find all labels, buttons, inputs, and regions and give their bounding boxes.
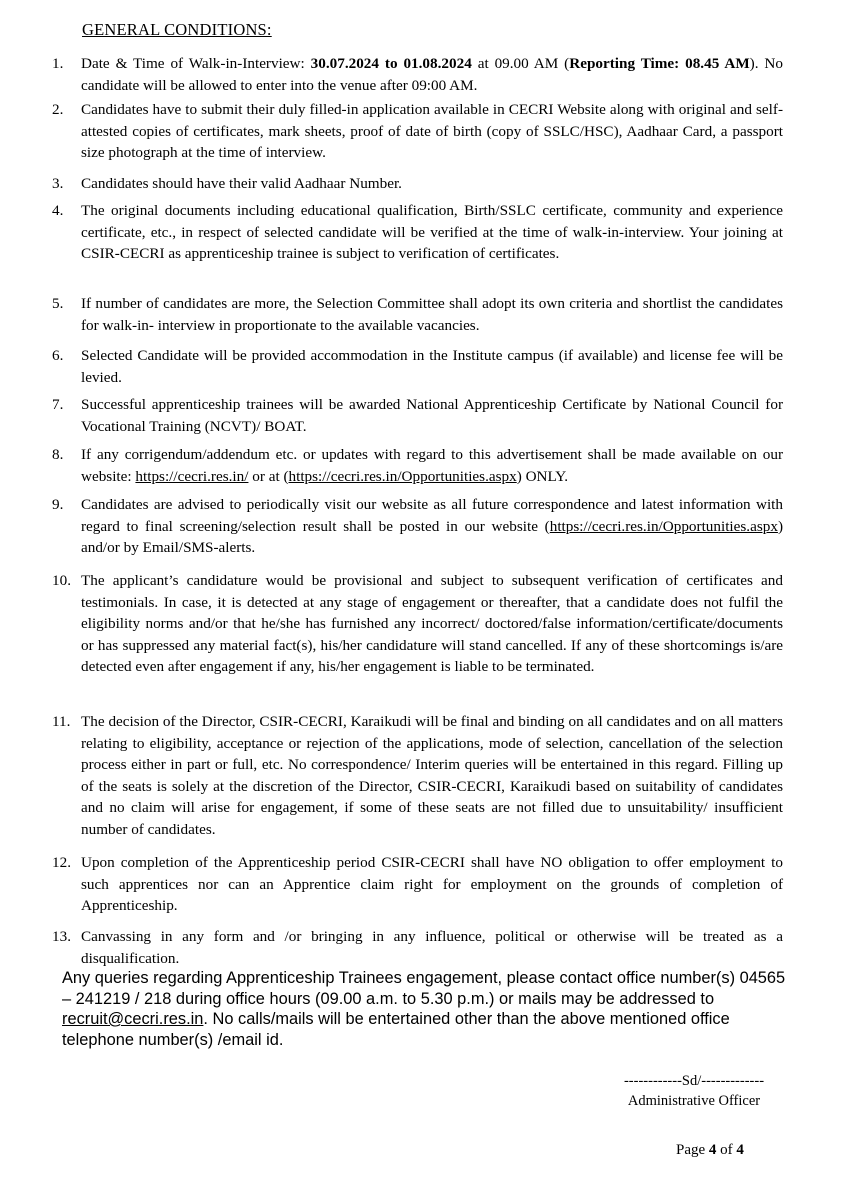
- contact-text: . No calls/mails will be entertained other than the above mentioned office telephone number(s) /email id.: [62, 1010, 730, 1049]
- item-number: 5.: [52, 295, 64, 312]
- total-pages: 4: [736, 1142, 744, 1158]
- item-text: The decision of the Director, CSIR-CECRI, Karaikudi will be final and binding on all candidates and on all matters relating to eligibility, acceptance or rejection of the applications, mode of selection, cancellation of the selection process either in part or full, etc. No correspondence/ Interim queries will be entertained in this regard. Filling up of the seats is solely at the discretion of the Director, CSIR-CECRI, Karaikudi based on suitability of candidates and no claim will arise for engagement, if some of these seats are not filled due to unsuitability/ insufficient number of candidates.: [81, 713, 783, 838]
- opportunities-link[interactable]: https://cecri.res.in/Opportunities.aspx: [549, 517, 778, 535]
- item-number: 6.: [52, 347, 64, 364]
- interview-dates: 30.07.2024 to 01.08.2024: [310, 55, 472, 72]
- opportunities-link[interactable]: https://cecri.res.in/Opportunities.aspx: [288, 467, 517, 485]
- page-number: [676, 1142, 744, 1159]
- item-text: The original documents including educational qualification, Birth/SSLC certificate, community and experience certificate, etc., in respect of selected candidate will be verified at the time of walk-in-interview. Your joining at CSIR-CECRI as apprenticeship trainee is subject to verification of certificates.: [81, 202, 783, 262]
- signature-block: [604, 1071, 784, 1111]
- contact-text: Any queries regarding Apprenticeship Trainees engagement, please contact office number(s) 04565 – 241219 / 218 during office hours (09.00 a.m. to 5.30 p.m.) or mails may be addressed to: [62, 969, 786, 1008]
- item-text-part: Candidates are advised to periodically visit our website as all future correspondence and latest information with regard to final screening/selection result shall be posted in our website (: [81, 496, 783, 535]
- item-text: Selected Candidate will be provided accommodation in the Institute campus (if available) and license fee will be levied.: [81, 347, 783, 386]
- item-text-part: Date & Time of Walk-in-Interview:: [81, 55, 311, 72]
- item-number: 3.: [52, 175, 64, 192]
- email-link[interactable]: recruit@cecri.res.in: [62, 1010, 204, 1028]
- signature-designation: Administrative Officer: [627, 1093, 761, 1109]
- item-text-part: at 09.00 AM (: [471, 55, 570, 72]
- item-text: [81, 444, 783, 487]
- item-text: [81, 494, 783, 559]
- reporting-time: Reporting Time: 08.45 AM: [569, 55, 750, 72]
- item-number: 4.: [52, 202, 64, 219]
- section-heading: GENERAL CONDITIONS:: [82, 20, 272, 39]
- item-text: Candidates have to submit their duly filled-in application available in CECRI Website along with original and self-attested copies of certificates, mark sheets, proof of date of birth (copy of SSLC/HSC), Aadhaar Card, a passport size photograph at the time of interview.: [81, 101, 783, 161]
- item-text-part: ) ONLY.: [516, 467, 569, 485]
- item-number: 2.: [52, 101, 64, 118]
- item-text: Canvassing in any form and /or bringing in any influence, political or otherwise will be treated as a disqualification.: [81, 928, 783, 967]
- item-number: 12.: [52, 854, 71, 871]
- item-number: 8.: [52, 446, 64, 463]
- item-number: 11.: [52, 713, 71, 730]
- item-text-part: If any corrigendum/addendum etc. or updates with regard to this advertisement shall be made available on our website:: [81, 446, 783, 485]
- item-number: 1.: [52, 55, 64, 72]
- item-text: The applicant’s candidature would be provisional and subject to subsequent verification of certificates and testimonials. In case, it is detected at any stage of engagement or thereafter, that a candidate does not fulfil the eligibility norms and/or that he/she has furnished any incorrect/ doctored/false information/certificate/documents or has suppressed any material fact(s), his/her candidature will stand cancelled. If any of these shortcomings is/are detected even after engagement if any, his/her engagement is liable to be terminated.: [81, 572, 783, 675]
- item-number: 10.: [52, 572, 71, 589]
- page-label: Page: [676, 1142, 709, 1158]
- item-text: Candidates should have their valid Aadhaar Number.: [81, 175, 402, 192]
- item-text-part: or at (: [248, 467, 289, 485]
- website-link[interactable]: https://cecri.res.in/: [135, 467, 249, 485]
- item-number: 7.: [52, 396, 64, 413]
- item-text: Successful apprenticeship trainees will be awarded National Apprenticeship Certificate by National Council for Vocational Training (NCVT)/ BOAT.: [81, 396, 783, 435]
- page-of: of: [716, 1142, 737, 1158]
- contact-paragraph: [62, 968, 792, 1050]
- current-page: 4: [708, 1142, 717, 1158]
- item-number: 9.: [52, 496, 64, 513]
- item-number: 13.: [52, 928, 71, 945]
- item-text: [81, 53, 783, 96]
- item-text: Upon completion of the Apprenticeship period CSIR-CECRI shall have NO obligation to offer employment to such apprentices nor can an Apprentice claim right for employment on the grounds of completion of Apprenticeship.: [81, 854, 783, 914]
- signature-sd: ------------Sd/-------------: [623, 1073, 765, 1089]
- item-text-part: ) and/or by Email/SMS-alerts.: [81, 517, 783, 556]
- item-text: If number of candidates are more, the Selection Committee shall adopt its own criteria and shortlist the candidates for walk-in- interview in proportionate to the available vacancies.: [81, 295, 783, 334]
- item-text-part: ). No candidate will be allowed to enter into the venue after 09:00 AM.: [81, 55, 783, 94]
